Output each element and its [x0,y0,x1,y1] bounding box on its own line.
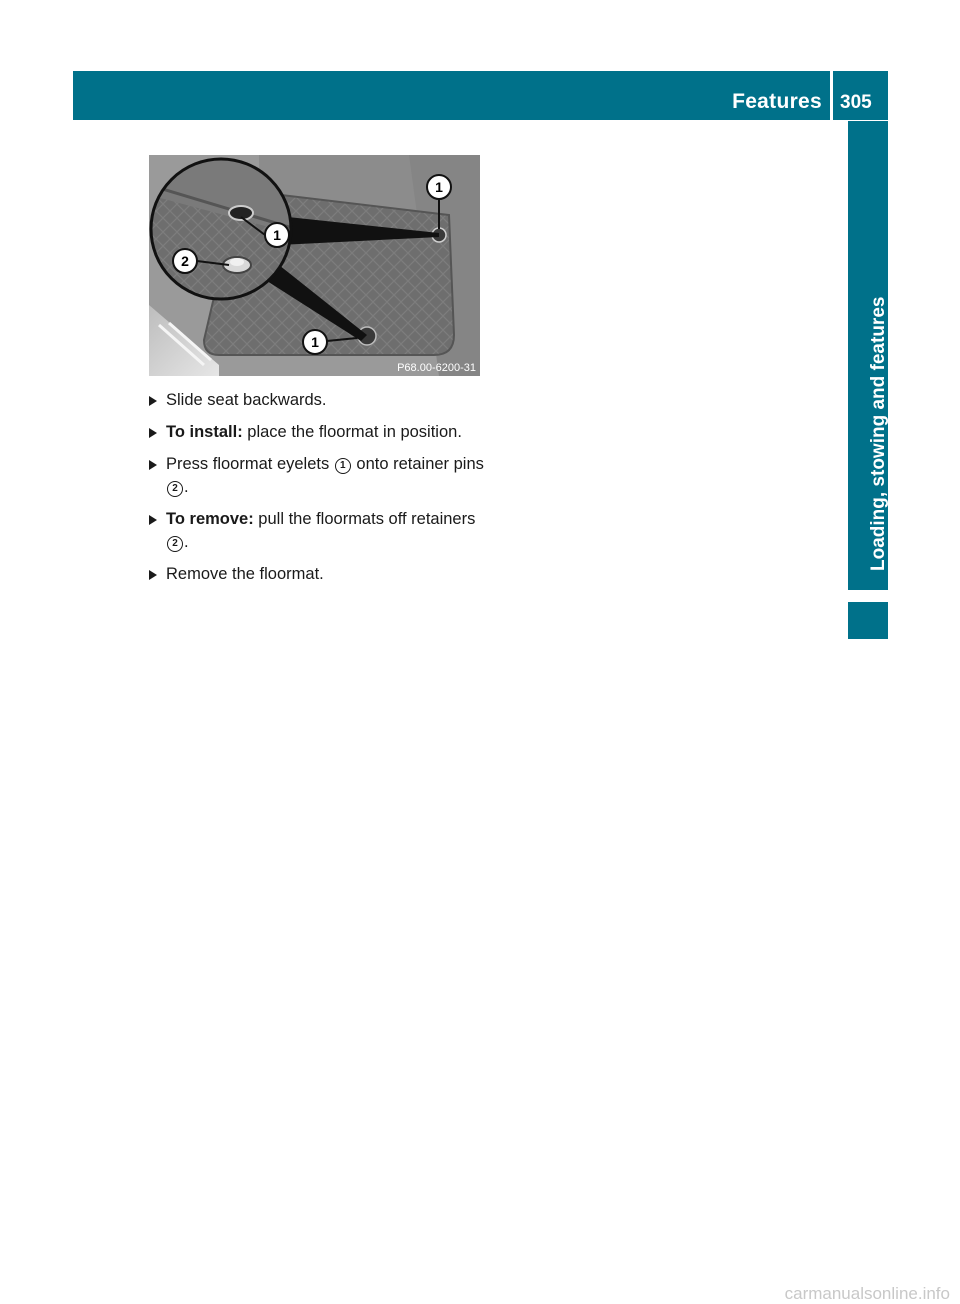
header-divider [830,71,833,120]
callout-1-lens [265,223,289,247]
callout-2-lens-label: 2 [181,253,189,269]
step-bold-label: To install: [166,423,243,441]
floormat-photo [149,155,480,376]
step-arrow-icon [149,396,157,406]
step-arrow-icon [149,428,157,438]
step-text: onto retainer pins [351,455,484,473]
step-bold-label: To remove: [166,510,254,528]
side-tab-gap [848,590,888,602]
instruction-list [148,389,488,595]
callout-1-top [427,175,451,199]
step-text: Press floormat eyelets [166,455,334,473]
floormat-illustration [149,155,480,376]
step-text: place the floormat in position. [242,423,462,441]
instruction-step [148,508,488,554]
instruction-step [148,421,488,444]
instruction-step [148,389,488,412]
callout-2-lens [173,249,197,273]
callout-1-bottom-label: 1 [311,334,319,350]
instruction-step [148,563,488,586]
step-text: Slide seat backwards. [166,391,327,409]
step-arrow-icon [149,515,157,525]
section-title: Features [732,90,822,113]
instruction-step [148,453,488,499]
reference-number-icon: 1 [335,458,351,474]
page-number: 305 [840,92,872,113]
footer-watermark: carmanualsonline.info [784,1284,950,1303]
step-text: pull the floormats off retainers [253,510,476,528]
callout-1-bottom [303,330,327,354]
callout-1-top-label: 1 [435,179,443,195]
step-text: . [184,533,189,551]
callout-1-lens-label: 1 [273,227,281,243]
side-tab-label: Loading, stowing and features [868,296,889,571]
reference-number-icon: 2 [167,481,183,497]
step-text: Remove the floormat. [166,565,324,583]
step-arrow-icon [149,460,157,470]
step-text: . [184,478,189,496]
figure-code: P68.00-6200-31 [397,362,476,374]
step-arrow-icon [149,570,157,580]
reference-number-icon: 2 [167,536,183,552]
